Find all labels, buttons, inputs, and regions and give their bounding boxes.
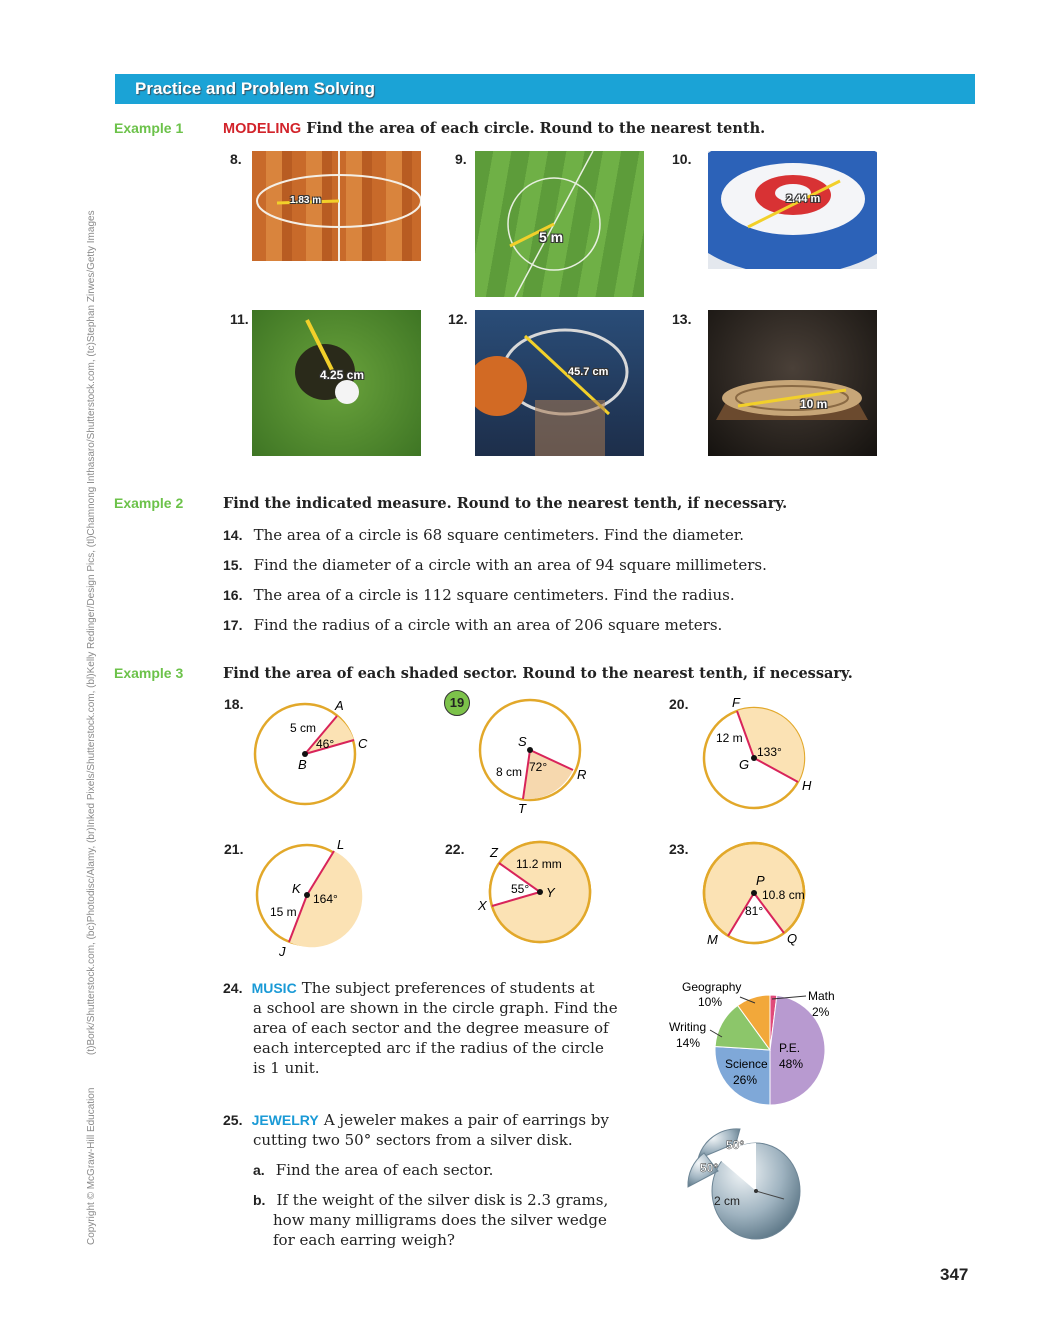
problem-25a	[253, 1160, 493, 1179]
hoop-photo	[475, 310, 644, 456]
sector-diagram-20	[690, 690, 830, 815]
angle-19: 72°	[529, 760, 548, 774]
problem-19-number: 19	[444, 690, 470, 716]
point-F: F	[732, 695, 740, 710]
point-H: H	[802, 778, 812, 793]
label-writing: Writing	[669, 1020, 707, 1034]
problem-14	[223, 525, 744, 544]
problem-8-number: 8.	[230, 151, 242, 167]
angle-21: 164°	[313, 892, 338, 906]
problem-25-line-1: A jeweler makes a pair of earrings by	[323, 1111, 609, 1129]
problem-16-number: 16.	[223, 587, 243, 603]
problem-24-line-4: each intercepted arc if the radius of the circle	[253, 1039, 604, 1057]
problem-17-text: Find the radius of a circle with an area of 206 square meters.	[253, 616, 723, 634]
sector-diagram-23	[690, 835, 830, 960]
sector-diagram-21	[245, 835, 385, 965]
problem-25a-label: a.	[253, 1162, 265, 1178]
point-R: R	[577, 767, 587, 782]
point-Y: Y	[546, 885, 555, 900]
problem-15-text: Find the diameter of a circle with an area of 94 square millimeters.	[253, 556, 767, 574]
problem-11-number: 11.	[230, 311, 249, 327]
example1-instruction	[223, 120, 765, 137]
problem-17	[223, 615, 722, 634]
field-lines	[475, 151, 644, 297]
problem-16-text: The area of a circle is 112 square centimeters. Find the radius.	[253, 586, 735, 604]
radius-20: 12 m	[716, 731, 743, 745]
sector-diagram-22	[470, 835, 610, 965]
silver-disk-diagram	[680, 1125, 820, 1245]
disk-angle-1: 50°	[726, 1138, 745, 1152]
sumo-ring	[708, 310, 877, 456]
point-P: P	[756, 873, 765, 888]
point-T: T	[518, 801, 526, 816]
problem-25a-text: Find the area of each sector.	[275, 1161, 494, 1179]
problem-20-number: 20.	[669, 696, 689, 712]
point-C: C	[358, 736, 368, 751]
problem-24	[223, 978, 643, 1078]
disk-radius: 2 cm	[714, 1194, 741, 1208]
problem-14-number: 14.	[223, 527, 243, 543]
radius-22: 11.2 mm	[516, 857, 562, 871]
problem-24-line-2: a school are shown in the circle graph. Find the	[253, 999, 618, 1017]
soccer-field-photo	[475, 151, 644, 297]
disk-angle-2: 50°	[700, 1161, 719, 1175]
curling-photo	[708, 151, 877, 269]
example1-instruction-text: Find the area of each circle. Round to the nearest tenth.	[306, 120, 766, 137]
value-math: 2%	[812, 1005, 830, 1019]
problem-10-number: 10.	[672, 151, 692, 167]
problem-9-number: 9.	[455, 151, 467, 167]
problem-14-text: The area of a circle is 68 square centimeters. Find the diameter.	[253, 526, 745, 544]
court-lines	[252, 151, 421, 261]
point-X: X	[478, 898, 487, 913]
problem-21-number: 21.	[224, 841, 244, 857]
problem-17-number: 17.	[223, 617, 243, 633]
example2-label: Example 2	[114, 495, 184, 511]
value-pe: 48%	[779, 1057, 804, 1071]
photo-credit: (t)Bork/Shutterstock.com, (bc)Photodisc/Alamy, (br)Inked Pixels/Shutterstock.com, (bl)Kelly Redinger/Design Pics, (tl)Chamnong Inthasaro/Shutterstock.com, (tc)Stephan Zirwes/Getty Images	[86, 210, 97, 1055]
subject-pie-chart	[660, 975, 860, 1115]
copyright-credit: Copyright © McGraw-Hill Education	[86, 1087, 97, 1245]
radius-18: 5 cm	[290, 721, 317, 735]
angle-23: 81°	[745, 904, 764, 918]
problem-23-number: 23.	[669, 841, 689, 857]
problem-15-number: 15.	[223, 557, 243, 573]
point-B: B	[298, 757, 307, 772]
problem-10-measure: 2.44 m	[786, 193, 821, 205]
problem-25	[223, 1110, 643, 1150]
problem-13-number: 13.	[672, 311, 692, 327]
problem-11-measure: 4.25 cm	[320, 368, 365, 382]
value-science: 26%	[733, 1073, 758, 1087]
problem-24-line-5: is 1 unit.	[253, 1059, 320, 1077]
hoop	[475, 310, 644, 456]
golf-hole	[252, 310, 421, 456]
label-geography: Geography	[682, 980, 742, 994]
problem-25b-line-3: for each earring weigh?	[273, 1231, 455, 1249]
problem-9-measure: 5 m	[539, 229, 564, 245]
value-geography: 10%	[698, 995, 723, 1009]
problem-25b	[253, 1190, 608, 1250]
angle-22: 55°	[511, 882, 530, 896]
problem-25b-line-2: how many milligrams does the silver wedge	[273, 1211, 607, 1229]
sector-diagram-19	[470, 690, 610, 820]
angle-20: 133°	[757, 745, 782, 759]
pie-slices	[715, 995, 825, 1105]
court-floor-photo	[252, 151, 421, 261]
problem-12-number: 12.	[448, 311, 468, 327]
label-science: Science	[725, 1057, 768, 1071]
radius-21: 15 m	[270, 905, 297, 919]
problem-13-measure: 10 m	[800, 397, 828, 411]
section-banner	[115, 74, 975, 104]
problem-8-measure: 1.83 m	[290, 195, 322, 206]
radius-19: 8 cm	[496, 765, 523, 779]
example3-instruction: Find the area of each shaded sector. Round to the nearest tenth, if necessary.	[223, 665, 853, 682]
point-G: G	[739, 757, 750, 772]
curling-rings	[708, 151, 877, 269]
page-number: 347	[940, 1265, 969, 1284]
problem-24-line-1: The subject preferences of students at	[301, 979, 595, 997]
golf-hole-photo	[252, 310, 421, 456]
point-Z: Z	[490, 845, 498, 860]
problem-25b-line-1: If the weight of the silver disk is 2.3 grams,	[276, 1191, 609, 1209]
problem-22-number: 22.	[445, 841, 465, 857]
problem-12-measure: 45.7 cm	[568, 366, 609, 378]
example1-label: Example 1	[114, 120, 184, 136]
point-Q: Q	[787, 931, 798, 946]
example3-label: Example 3	[114, 665, 184, 681]
point-J: J	[279, 944, 286, 959]
problem-24-number: 24.	[223, 980, 243, 996]
banner-title: Practice and Problem Solving	[135, 79, 375, 98]
value-writing: 14%	[676, 1036, 701, 1050]
modeling-tag: MODELING	[223, 121, 302, 137]
problem-24-line-3: area of each sector and the degree measure of	[253, 1019, 609, 1037]
jewelry-tag: JEWELRY	[251, 1112, 319, 1128]
problem-25b-label: b.	[253, 1192, 266, 1208]
point-M: M	[707, 932, 718, 947]
problem-25-number: 25.	[223, 1112, 243, 1128]
point-L: L	[337, 837, 345, 852]
point-S: S	[518, 734, 527, 749]
sumo-ring-photo	[708, 310, 877, 456]
problem-16	[223, 585, 735, 604]
example2-instruction: Find the indicated measure. Round to the nearest tenth, if necessary.	[223, 495, 788, 512]
angle-18: 46°	[316, 737, 335, 751]
sector-diagram-18	[240, 690, 380, 815]
radius-23: 10.8 cm	[762, 888, 805, 902]
label-math: Math	[808, 989, 835, 1003]
label-pe: P.E.	[779, 1041, 801, 1055]
problem-18-number: 18.	[224, 696, 244, 712]
point-K: K	[292, 881, 301, 896]
point-A: A	[335, 698, 344, 713]
problem-15	[223, 555, 767, 574]
problem-25-line-2: cutting two 50° sectors from a silver disk.	[253, 1131, 573, 1149]
music-tag: MUSIC	[251, 980, 297, 996]
